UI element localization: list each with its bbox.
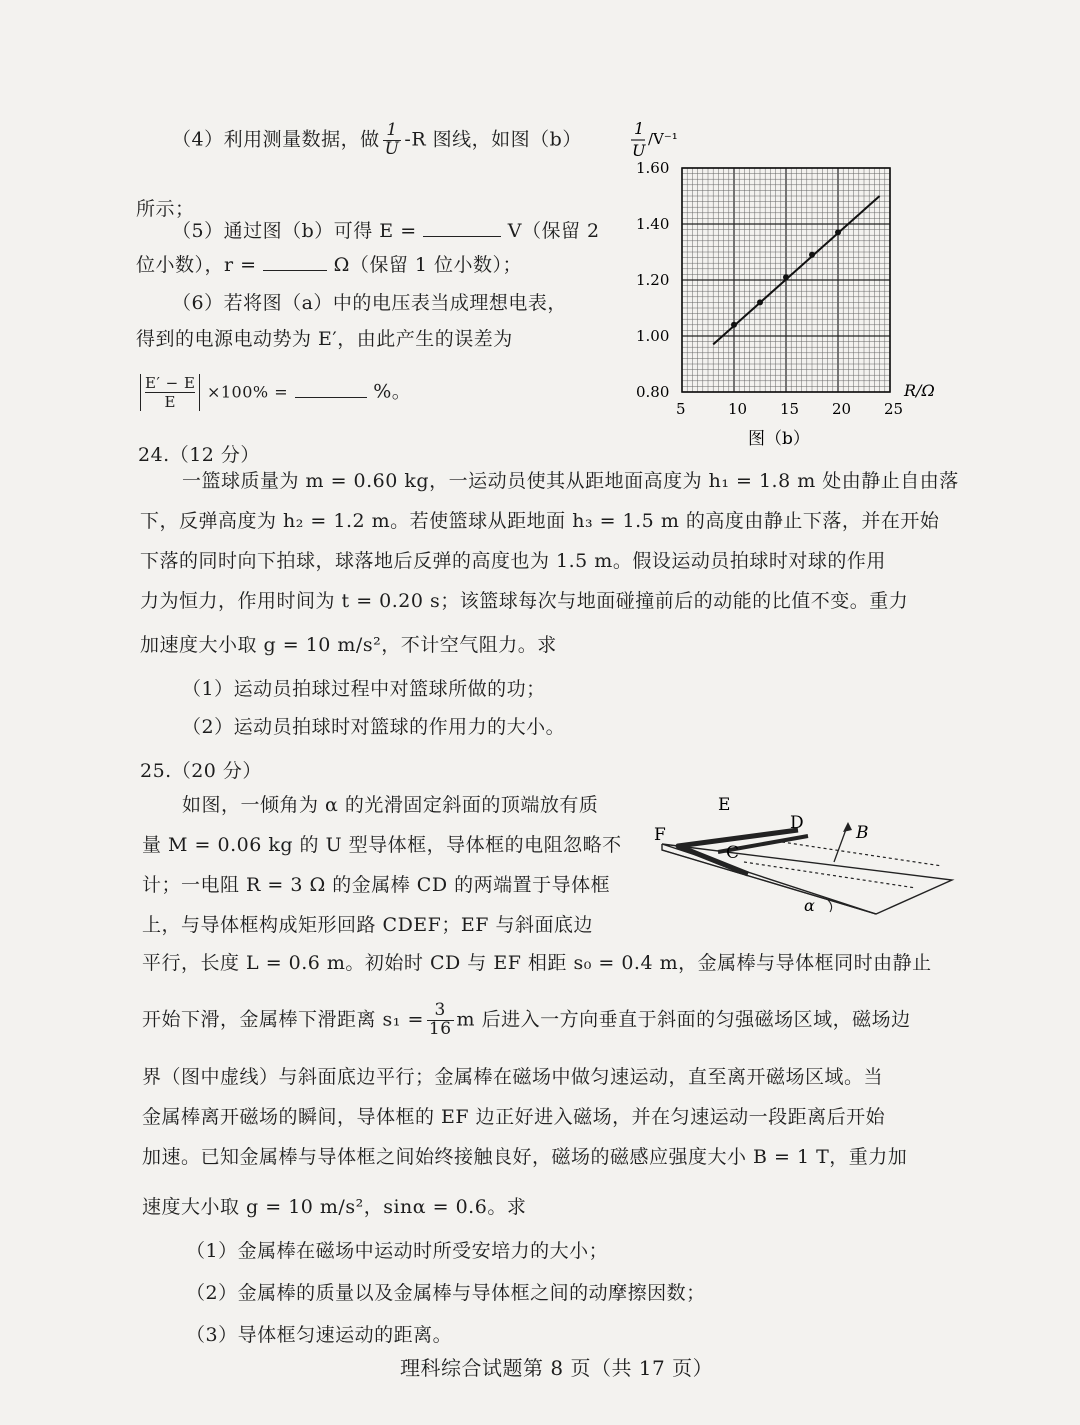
q24-line-3: 下落的同时向下拍球，球落地后反弹的高度也为 1.5 m。假设运动员拍球时对球的作用 [140, 550, 886, 572]
y-tick-label: 0.80 [636, 383, 670, 401]
y-label-num: 1 [634, 119, 645, 138]
q25-line-4: 上，与导体框构成矩形回路 CDEF；EF 与斜面底边 [142, 914, 593, 936]
data-point [835, 229, 841, 235]
y-label-den: U [632, 141, 646, 160]
q23-part4-continuation: 所示； [136, 198, 195, 220]
q25-line-7: 界（图中虚线）与斜面底边平行；金属棒在磁场中做匀速运动，直至离开磁场区域。当 [142, 1066, 884, 1088]
b-field-arrowhead [843, 822, 852, 832]
q25-header: 25.（20 分） [140, 760, 262, 782]
q25-line-9: 加速。已知金属棒与导体框之间始终接触良好，磁场的磁感应强度大小 B = 1 T，重力加 [142, 1146, 908, 1168]
q25-line-10: 速度大小取 g = 10 m/s²，sinα = 0.6。求 [142, 1196, 527, 1218]
label-f: F [654, 825, 666, 845]
answer-blank-error[interactable] [295, 381, 367, 398]
q25-line6-text-a: 开始下滑，金属棒下滑距离 s₁ = [142, 1008, 424, 1031]
q23-part4-prefix: （4）利用测量数据，做 [172, 128, 380, 151]
q25-line-1: 如图，一倾角为 α 的光滑固定斜面的顶端放有质 [182, 794, 599, 816]
q23-part4 [172, 122, 582, 159]
q23-part5-line2 [136, 254, 522, 277]
fraction-denominator: U [384, 138, 400, 159]
q24-line-4: 力为恒力，作用时间为 t = 0.20 s；该篮球每次与地面碰撞前后的动能的比值不变。重力 [140, 590, 909, 612]
error-multiplier: ×100% = [206, 382, 289, 402]
incline-diagram [648, 792, 968, 922]
q25-line6-text-b: m 后进入一方向垂直于斜面的匀强磁场区域，磁场边 [456, 1008, 911, 1031]
data-point [809, 252, 815, 258]
s1-denominator: 16 [428, 1018, 452, 1039]
label-c: C [726, 843, 740, 863]
page-footer: 理科综合试题第 8 页（共 17 页） [400, 1356, 714, 1380]
q25-line-2: 量 M = 0.06 kg 的 U 型导体框，导体框的电阻忽略不 [142, 834, 622, 856]
x-tick-label: 15 [780, 400, 800, 418]
q25-subquestion-2: （2）金属棒的质量以及金属棒与导体框之间的动摩擦因数； [186, 1282, 706, 1304]
q24-line-5: 加速度大小取 g = 10 m/s²，不计空气阻力。求 [140, 634, 557, 656]
q24-line-2: 下，反弹高度为 h₂ = 1.2 m。若使篮球从距地面 h₃ = 1.5 m 的高度由静止下落，并在开始 [140, 510, 940, 532]
relative-error-fraction [140, 374, 200, 411]
q24-subquestion-2: （2）运动员拍球时对篮球的作用力的大小。 [182, 716, 566, 738]
one-over-u-fraction [383, 122, 402, 159]
answer-blank-e[interactable] [423, 220, 501, 237]
error-denominator: E [164, 393, 176, 411]
x-tick-label: 25 [884, 400, 904, 418]
q25-line-5: 平行，长度 L = 0.6 m。初始时 CD 与 EF 相距 s₀ = 0.4 m，金属棒与导体框同时由静止 [142, 952, 932, 974]
y-label-unit: /V⁻¹ [648, 130, 678, 148]
incline-bottom-edge [662, 850, 876, 914]
x-axis-label: R/Ω [904, 381, 935, 400]
s1-fraction [427, 1002, 454, 1039]
fraction-numerator: 1 [383, 122, 402, 141]
q25-line-8: 金属棒离开磁场的瞬间，导体框的 EF 边正好进入磁场，并在匀速运动一段距离后开始 [142, 1106, 886, 1128]
q25-subquestion-1: （1）金属棒在磁场中运动时所受安培力的大小； [186, 1240, 609, 1262]
graph-caption: 图（b） [748, 429, 810, 449]
angle-arc [828, 900, 832, 912]
s1-numerator: 3 [427, 1002, 454, 1021]
label-d: D [790, 813, 804, 833]
q23-part4-suffix: -R 图线，如图（b） [404, 128, 582, 151]
field-boundary-1 [744, 862, 916, 888]
data-point [783, 274, 789, 280]
y-tick-label: 1.00 [636, 327, 670, 345]
q23-part5-text-d: Ω（保留 1 位小数）； [333, 254, 523, 276]
q24-line-1: 一篮球质量为 m = 0.60 kg，一运动员使其从距地面高度为 h₁ = 1.8 m 处由静止自由落 [182, 470, 959, 492]
answer-blank-r[interactable] [263, 254, 327, 271]
q23-part5-text-a: （5）通过图（b）可得 E = [172, 220, 417, 242]
q23-part5-line1 [172, 220, 600, 243]
label-e: E [718, 795, 731, 815]
data-point [757, 299, 763, 305]
graph-marks [636, 159, 903, 418]
data-point [731, 322, 737, 328]
q24-header: 24.（12 分） [138, 444, 260, 466]
q23-part5-text-b: V（保留 2 [507, 220, 600, 242]
q23-part6-line2: 得到的电源电动势为 E′，由此产生的误差为 [136, 328, 513, 350]
error-unit: %。 [373, 380, 412, 403]
x-tick-label: 5 [676, 400, 686, 418]
x-tick-label: 20 [832, 400, 852, 418]
q23-part6-line3 [140, 374, 411, 411]
x-tick-label: 10 [728, 400, 748, 418]
y-tick-label: 1.40 [636, 215, 670, 233]
q23-part6-line1: （6）若将图（a）中的电压表当成理想电表， [172, 292, 567, 314]
y-tick-label: 1.60 [636, 159, 670, 177]
q25-subquestion-3: （3）导体框匀速运动的距离。 [186, 1324, 453, 1346]
q25-line-3: 计；一电阻 R = 3 Ω 的金属棒 CD 的两端置于导体框 [142, 874, 611, 896]
error-numerator: E′ − E [145, 374, 196, 392]
q23-part5-text-c: 位小数），r = [136, 254, 257, 276]
graph-b [600, 112, 950, 457]
y-tick-label: 1.20 [636, 271, 670, 289]
label-alpha: α [804, 896, 815, 915]
label-b: B [856, 823, 869, 843]
q25-line-6 [142, 1002, 911, 1039]
q24-subquestion-1: （1）运动员拍球过程中对篮球所做的功； [182, 678, 546, 700]
